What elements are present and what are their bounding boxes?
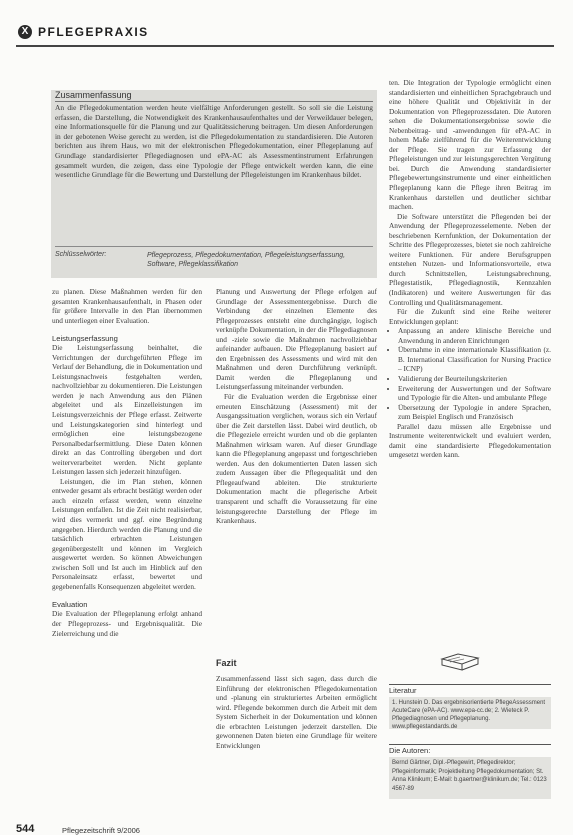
- column-right: [389, 78, 551, 460]
- page-number: 544: [16, 823, 35, 835]
- paragraph: Parallel dazu müssen alle Ergebnisse und Instrumente weiterentwickelt und evaluiert werden, damit eine standardisierte Pflegedokumentation umgesetzt werden kann.: [389, 421, 551, 460]
- literature-box: [389, 697, 551, 729]
- paragraph: Die Leistungserfassung beinhaltet, die Verrichtungen der durchgeführten Pflege im Verlauf der Behandlung, die in Dokumentation und Leistungsnachweis festgehalten werden, nachvollziehbar zu dokumentieren. Die Leistungen werden je nach Anwendung aus den Plänen abgeleitet und als Einzelleistungen im Leistungsverzeichnis der Pflege erfasst. Zeitwerte und Leistungskategorien sind hinterlegt und ermöglichen eine leistungsbezogene Personalbedarfsermittlung. Diese Daten können direkt an das Controlling übergeben und dort weiterverarbeitet werden. Nicht geplante Leistungen lassen sich jederzeit hinzufügen.: [52, 343, 202, 477]
- paragraph: Leistungen, die im Plan stehen, können entweder gesamt als erbracht bestätigt werden oder auch einzeln erfasst werden, wenn einzelne Leistungen entfallen. Ist die Zeit nicht realisierbar, wird dies vermerkt und ggf. eine Begründung angegeben. Hierdurch werden die Planung und die tatsächlich erbrachten Leistungen gegenübergestellt und können im Vergleich ausgewertet werden. So können Abweichungen zwischen Soll und Ist auch im Hinblick auf den Personaleinsatz erfasst, bewertet und gegebenenfalls Konsequenzen abgeleitet werden.: [52, 476, 202, 591]
- list-item: • Anpassung an andere klinische Bereiche und Anwendung in anderen Einrichtungen: [398, 326, 551, 345]
- publication-name: Pflegezeitschrift 9/2006: [62, 826, 140, 835]
- authors-text: Bernd Gärtner, Dipl.-Pflegewirt, Pflegedirektor; Pflegeinformatik; Projektleitung Pflegedokumentation; St. Anna Klinikum; E-Mail: b.gaertner@klinikum.de; Tel.: 0123 4567-89: [392, 760, 547, 792]
- section-title: PFLEGEPRAXIS: [38, 25, 149, 39]
- page-header: [16, 11, 554, 47]
- list-item: • Erweiterung der Auswertungen und der Software und Typologie für die Alten- und ambulante Pflege: [398, 384, 551, 403]
- list-item: • Übernahme in eine internationale Klassifikation (z. B. International Classification for Nursing Practice – ICNP): [398, 345, 551, 374]
- column-left: [52, 287, 202, 638]
- summary-body: An die Pflegedokumentation werden heute vielfältige Anforderungen gestellt. So soll sie die Leistung erfassen, die Darstellung, die Notwendigkeit des Krankenhausaufenthaltes und der Verweildauer belegen, eine Informationsquelle für die Planung und zur Qualitätssicherung beitragen. Um diesen Anforderungen in der gebotenen Weise gerecht zu werden, ist die Pflegedokumentation zu standardisieren. Die Autoren berichten aus ihrem Haus, wo mit der elektronischen Pflegedokumentation, einer Pflegeplanung auf Grundlage standardisierter Pflegediagnosen und ePA-AC als Assessmentinstrument Erfahrungen gesammelt wurden, die zeigen, dass eine Typologie der Pflege entwickelt werden kann, die eine wesentliche Grundlage für die Bewertung und Darstellung der Pflegeleistungen im Krankenhaus bildet.: [55, 103, 373, 180]
- subheading-evaluation: Evaluation: [52, 600, 88, 610]
- column-middle: [216, 287, 377, 526]
- keywords: Pflegeprozess, Pflegedokumentation, Pflegeleistungserfassung, Software, Pflegeklassifikation: [147, 252, 346, 268]
- paragraph: Die Evaluation der Pflegeplanung erfolgt anhand der Pflegeprozess- und Ergebnisqualität. Die Zielerreichung und die: [52, 609, 202, 638]
- authors-heading: Die Autoren:: [389, 746, 431, 755]
- literature-rule: [389, 684, 551, 685]
- keywords-label: Schlüsselwörter:: [55, 251, 107, 258]
- paragraph: ten. Die Integration der Typologie ermöglicht einen standardisierten und einheitlichen Sprachgebrauch und eine höhere Qualität und Objektivität in der Dokumentation von Pflegeprozessdaten. Die Autoren sehen die Dokumentationsergebnisse sowie die Nebenbeitrag- und -anwendungen für ePA-AC in hohem Maße zielführend für die Weiterentwicklung der Pflege. Sie tragen zur Erfassung der Pflegeleistungen und zur leistungsgerechten Vergütung bei. Durch die Anwendung standardisierter Pflegebewertungsinstrumente und einer einheitlichen Pflegeplanung kann die Pflege ihren Beitrag im Krankenhaus darstellen und deutlicher sichtbar machen.: [389, 78, 551, 212]
- summary-title: Zusammenfassung: [55, 90, 373, 102]
- header-rule: [16, 45, 554, 47]
- list-item: • Übersetzung der Typologie in andere Sprachen, zum Beispiel Englisch und Französisch: [398, 403, 551, 422]
- subheading-leistungserfassung: Leistungserfassung: [52, 334, 118, 344]
- authors-rule: [389, 744, 551, 745]
- paragraph: zu planen. Diese Maßnahmen werden für den gesamten Krankenhausaufenthalt, in Phasen oder für größere Intervalle in den Plan übernommen und unterliegen einer Evaluation.: [52, 287, 202, 325]
- paragraph: Für die Zukunft sind eine Reihe weiterer Entwicklungen geplant:: [389, 307, 551, 326]
- paragraph: Für die Evaluation werden die Ergebnisse einer erneuten Einschätzung (Assessment) mit der Ausgangssituation verglichen, woraus sich ein Verlauf über die Zeit darstellen lässt. Dabei wird deutlich, ob die Pflegeziele erreicht wurden und ob die geplanten Maßnahmen wirksam waren. Auf dieser Grundlage kann die Pflegeplanung angepasst und fortgeschrieben werden. Aus den dokumentierten Daten lassen sich zudem Aussagen über die Pflegequalität und den Pflegeaufwand ableiten. Die strukturierte Dokumentation macht die pflegerische Arbeit transparent und schafft die Voraussetzung für eine leistungsgerechte Darstellung der Pflege im Krankenhaus.: [216, 392, 377, 526]
- paragraph: Die Software unterstützt die Pflegenden bei der Anwendung der Pflegeprozesselemente. Neben der beschriebenen Kernfunktion, der Dokumentation der Schritte des Pflegeprozesses, bietet sie noch zahlreiche weitere Funktionen. Für andere Berufsgruppen entstehen Nutzen- und Informationsvorteile, etwa durch Schnittstellen, Leistungsabrechnung, Pflegestatistik, Pflegediagnostik, Kennzahlen (Indikatoren) und weitere Auswertungen für das Controlling und Qualitätsmanagement.: [389, 211, 551, 307]
- summary-box: [51, 90, 377, 278]
- literature-heading: Literatur: [389, 686, 417, 695]
- authors-box: [389, 757, 551, 799]
- logo-mark: X: [18, 25, 32, 39]
- list-item: • Validierung der Beurteilungskriterien: [398, 374, 551, 384]
- open-book-icon: [438, 650, 482, 676]
- literature-text: 1. Hunstein D. Das ergebnisorientierte PflegeAssessment AcuteCare (ePA-AC). www.epa-cc.de; 2. Wieteck P. Pflegediagnosen und Pflegeplanung. www.pflegestandards.de: [392, 700, 546, 730]
- future-list: [389, 326, 551, 421]
- keywords-divider: [55, 246, 373, 247]
- paragraph: Planung und Auswertung der Pflege erfolgen auf Grundlage der Assessmentergebnisse. Durch die Verbindung der einzelnen Elemente des Pflegeprozesses entsteht eine durchgängige, logisch verknüpfte Dokumentation, in der die Pflegediagnosen und -ziele sowie die Maßnahmen nachvollziehbar aufeinander aufbauen. Die Pflegeplanung basiert auf den Ergebnissen des Assessments und wird mit den Maßnahmen und deren Durchführung verknüpft. Damit werden die Pflegeplanung und Leistungserfassung miteinander verbunden.: [216, 287, 377, 392]
- fazit-text: Zusammenfassend lässt sich sagen, dass durch die Einführung der elektronischen Pflegedokumentation und -planung ein strukturiertes Arbeiten ermöglicht wird. Pflegende bekommen durch die Arbeit mit dem System Sicherheit in der Dokumentation und können die erbrachten Leistungen jederzeit darstellen. Die gewonnenen Daten bieten eine Grundlage für weitere Entwicklungen: [216, 674, 377, 750]
- fazit-heading: Fazit: [216, 658, 237, 668]
